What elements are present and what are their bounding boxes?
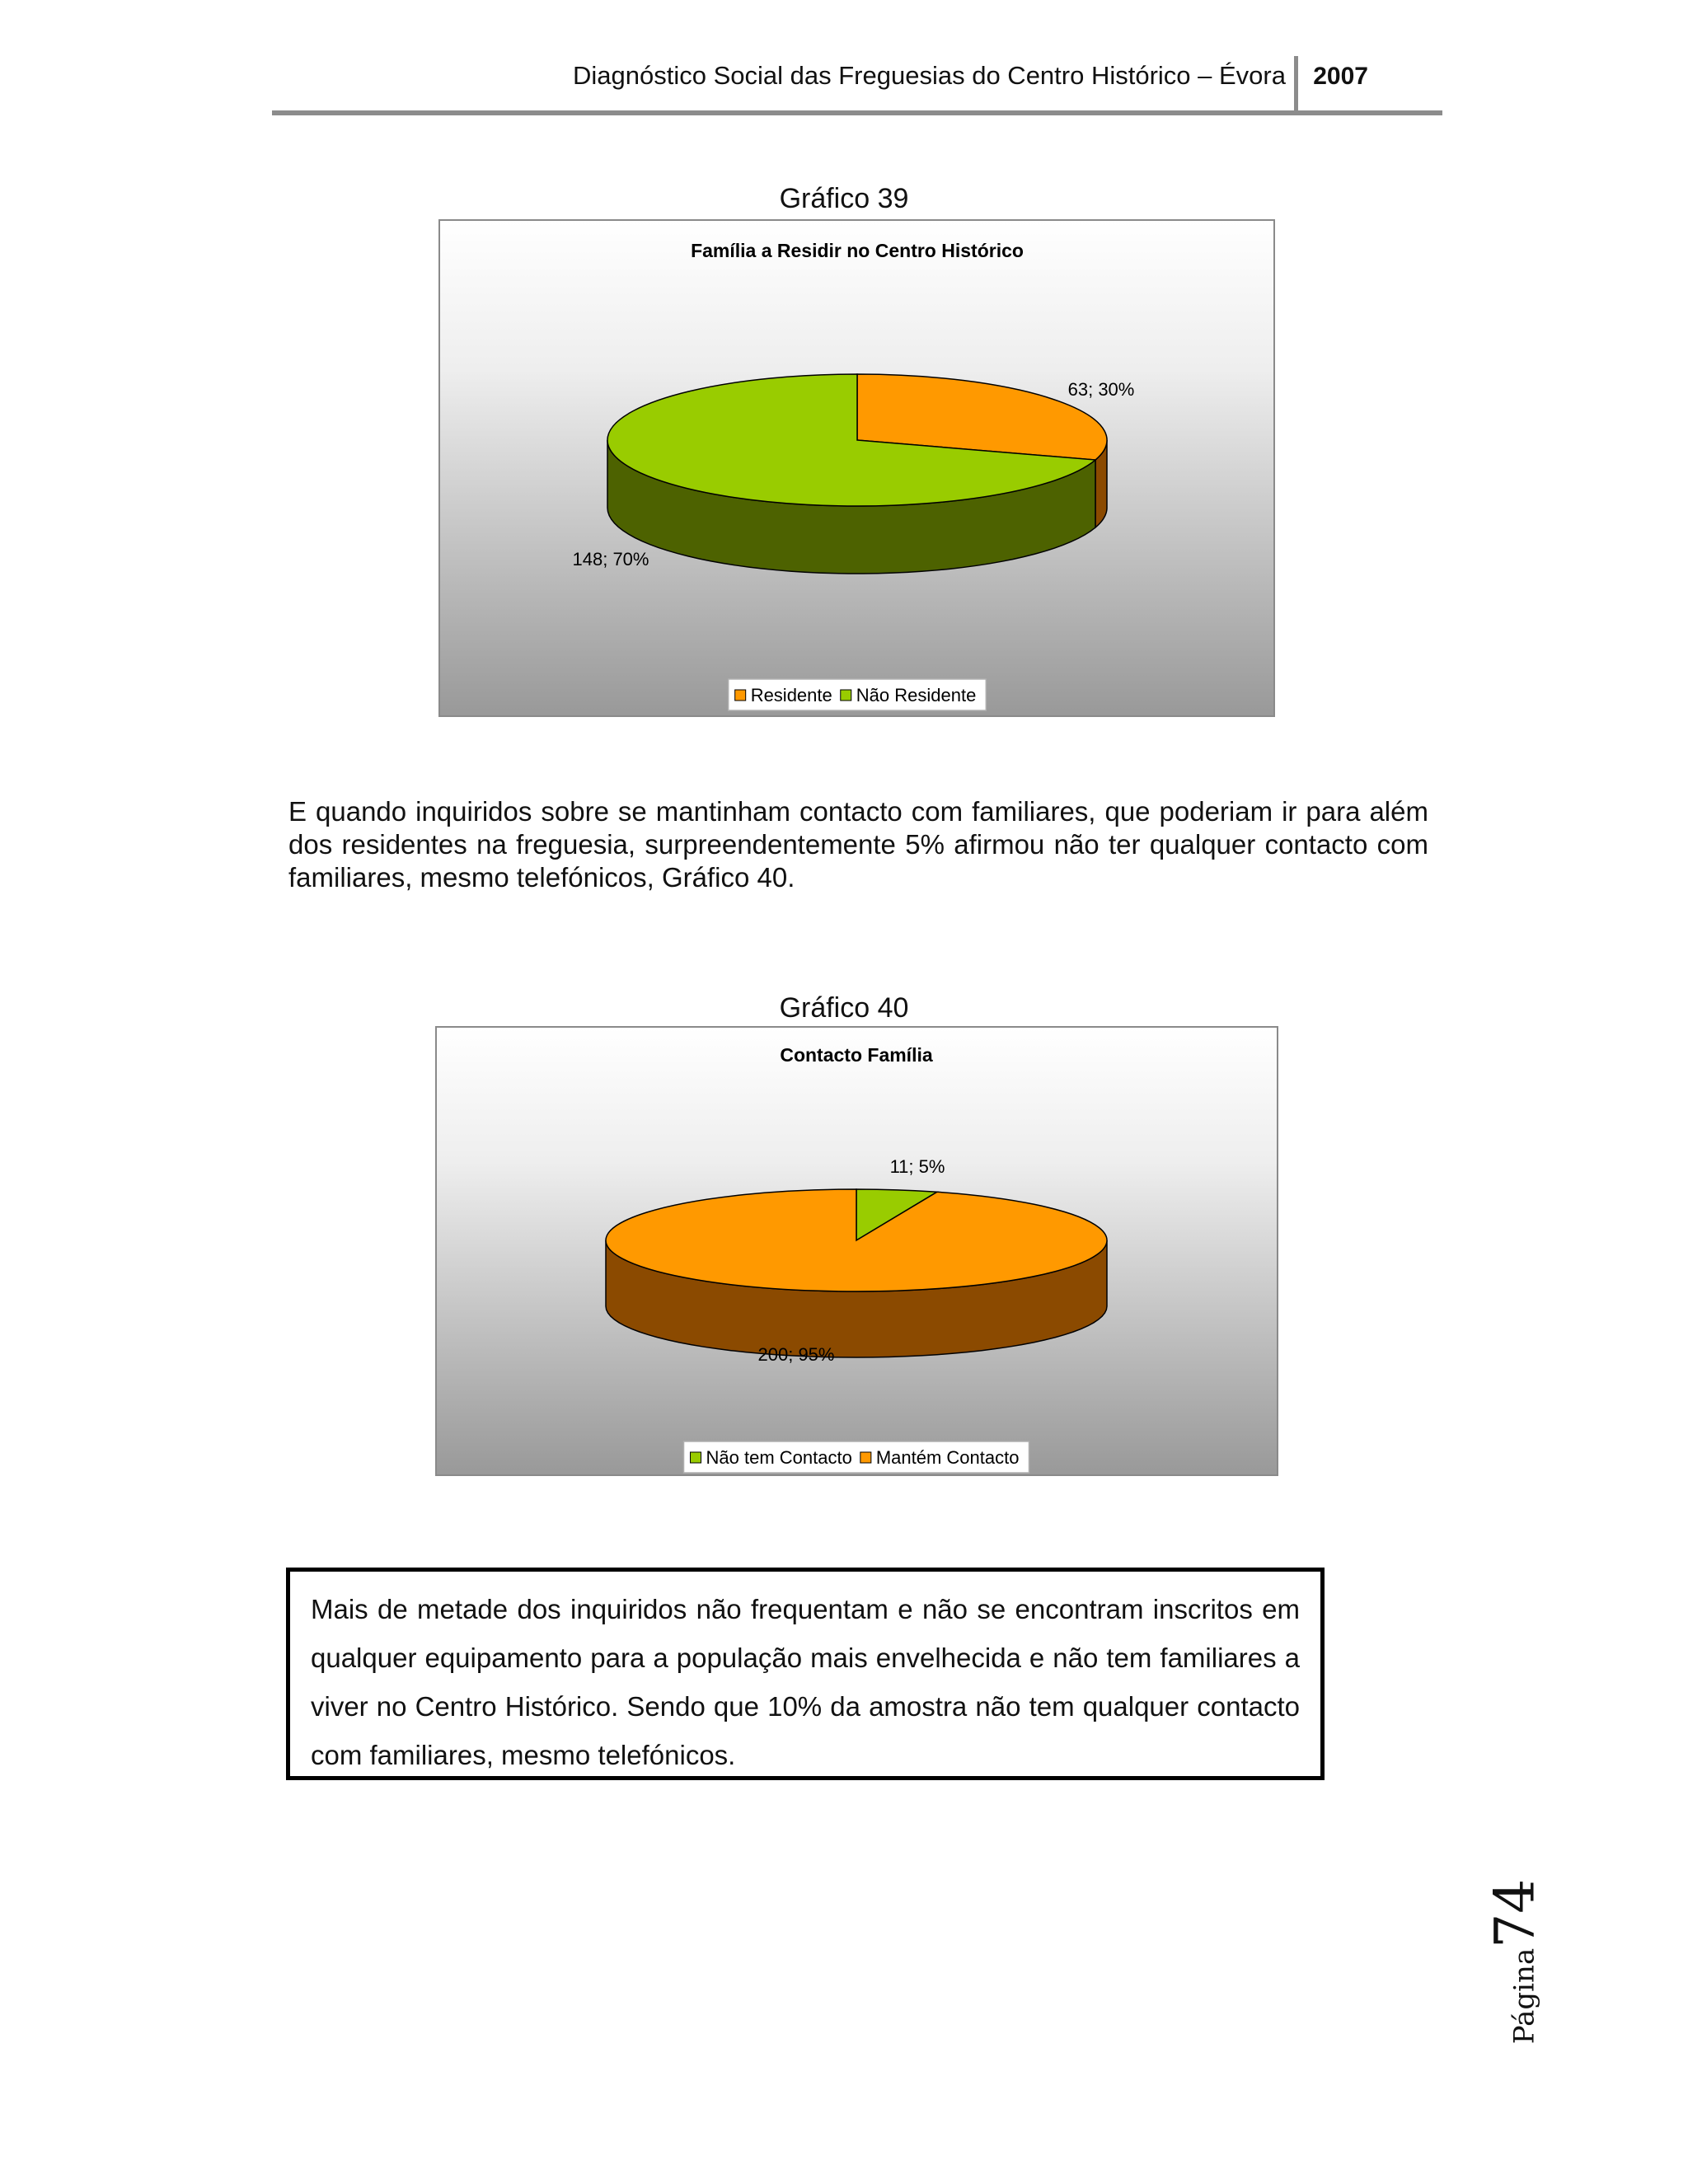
summary-box	[286, 1568, 1325, 1780]
page-number	[1484, 1879, 1547, 2044]
chart40-legend	[684, 1441, 1029, 1473]
header-year: 2007	[1313, 63, 1368, 90]
chart40-legend-label-1: Mantém Contacto	[875, 1447, 1020, 1468]
figure-caption-40: Gráfico 40	[779, 992, 909, 1024]
chart40-slice-1	[606, 1189, 1107, 1291]
chart-39-svg	[440, 221, 1273, 715]
chart-40-svg	[437, 1028, 1277, 1474]
header-title: Diagnóstico Social das Freguesias do Centro Histórico – Évora	[573, 61, 1286, 90]
chart40-legend-label-0: Não tem Contacto	[706, 1447, 852, 1468]
chart40-data-label-1: 200; 95%	[757, 1344, 835, 1365]
body-paragraph: E quando inquiridos sobre se mantinham contacto com familiares, que poderiam ir para além dos residentes na freguesia, surpreendentemente 5% afirmou não ter qualquer contacto com familiares, mesmo telefónicos, Gráfico 40.	[288, 796, 1428, 893]
header-separator	[1294, 56, 1298, 112]
summary-text: Mais de metade dos inquiridos não frequentam e não se encontram inscritos em qualquer equipamento para a população mais envelhecida e não tem familiares a viver no Centro Histórico. Sendo que 10% da amostra não tem qualquer contacto com familiares, mesmo telefónicos.	[311, 1594, 1300, 1770]
chart39-legend-label-0: Residente	[750, 685, 832, 705]
chart39-legend-swatch-1	[841, 690, 851, 701]
chart40-title: Contacto Família	[780, 1044, 933, 1066]
chart39-title: Família a Residir no Centro Histórico	[691, 240, 1024, 261]
chart39-data-label-1: 148; 70%	[572, 549, 649, 569]
chart39-data-label-0: 63; 30%	[1067, 379, 1135, 400]
chart39-legend	[729, 679, 987, 710]
header-rule	[272, 110, 1442, 115]
page-header	[272, 56, 1442, 114]
chart40-legend-swatch-0	[691, 1452, 701, 1463]
page-label: Página	[1507, 1947, 1541, 2045]
page-number-value: 74	[1483, 1878, 1547, 1948]
figure-caption-39: Gráfico 39	[779, 183, 909, 214]
chart-39	[438, 219, 1275, 717]
chart40-legend-swatch-1	[860, 1452, 871, 1463]
chart39-legend-label-1: Não Residente	[856, 685, 977, 705]
chart39-legend-swatch-0	[735, 690, 746, 701]
chart-40	[435, 1026, 1278, 1476]
chart40-data-label-0: 11; 5%	[889, 1156, 945, 1177]
